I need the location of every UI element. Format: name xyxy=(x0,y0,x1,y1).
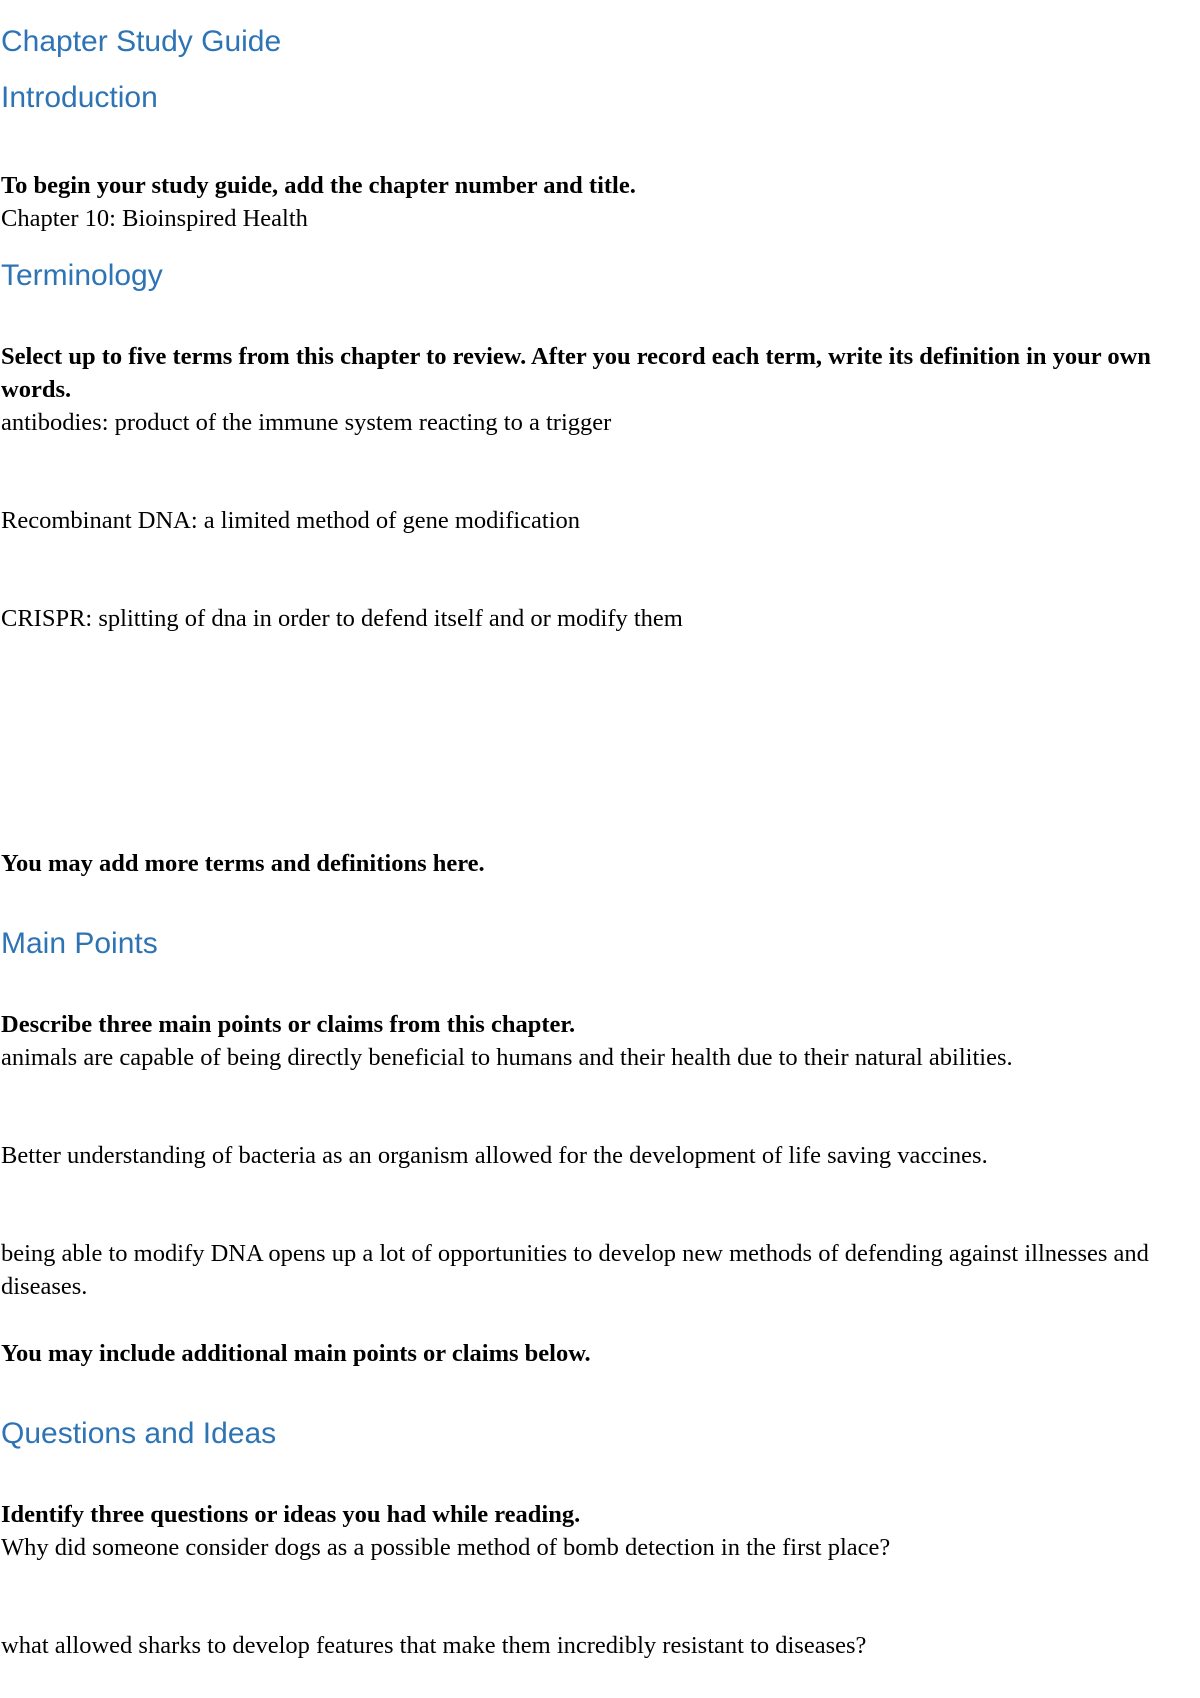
term-entry[interactable]: Recombinant DNA: a limited method of gene modification xyxy=(1,507,581,534)
introduction-instruction: To begin your study guide, add the chapter number and title. xyxy=(1,172,636,199)
term-entry[interactable]: antibodies: product of the immune system reacting to a trigger xyxy=(1,409,612,436)
main-point-entry[interactable]: Better understanding of bacteria as an organism allowed for the development of life saving vaccines. xyxy=(1,1142,988,1169)
main-point-entry[interactable]: animals are capable of being directly beneficial to humans and their health due to their natural abilities. xyxy=(1,1044,1013,1071)
question-entry[interactable]: what allowed sharks to develop features that make them incredibly resistant to diseases? xyxy=(1,1632,867,1659)
document-title: Chapter Study Guide xyxy=(1,25,282,58)
main-points-heading: Main Points xyxy=(1,927,158,960)
terminology-heading: Terminology xyxy=(1,259,163,292)
terminology-instruction: Select up to five terms from this chapter to review. After you record each term, write its definition in your own words. xyxy=(1,343,1151,403)
main-points-instruction: Describe three main points or claims from this chapter. xyxy=(1,1011,576,1038)
terminology-more-note: You may add more terms and definitions here. xyxy=(1,850,485,877)
main-points-more-note: You may include additional main points or claims below. xyxy=(1,1340,591,1367)
questions-heading: Questions and Ideas xyxy=(1,1417,277,1450)
main-point-entry[interactable]: being able to modify DNA opens up a lot of opportunities to develop new methods of defending against illnesses and diseases. xyxy=(1,1240,1149,1300)
question-entry[interactable]: Why did someone consider dogs as a possible method of bomb detection in the first place? xyxy=(1,1534,891,1561)
questions-instruction: Identify three questions or ideas you had while reading. xyxy=(1,1501,581,1528)
term-entry[interactable]: CRISPR: splitting of dna in order to defend itself and or modify them xyxy=(1,605,683,632)
chapter-title-text[interactable]: Chapter 10: Bioinspired Health xyxy=(1,205,308,232)
introduction-heading: Introduction xyxy=(1,81,158,114)
